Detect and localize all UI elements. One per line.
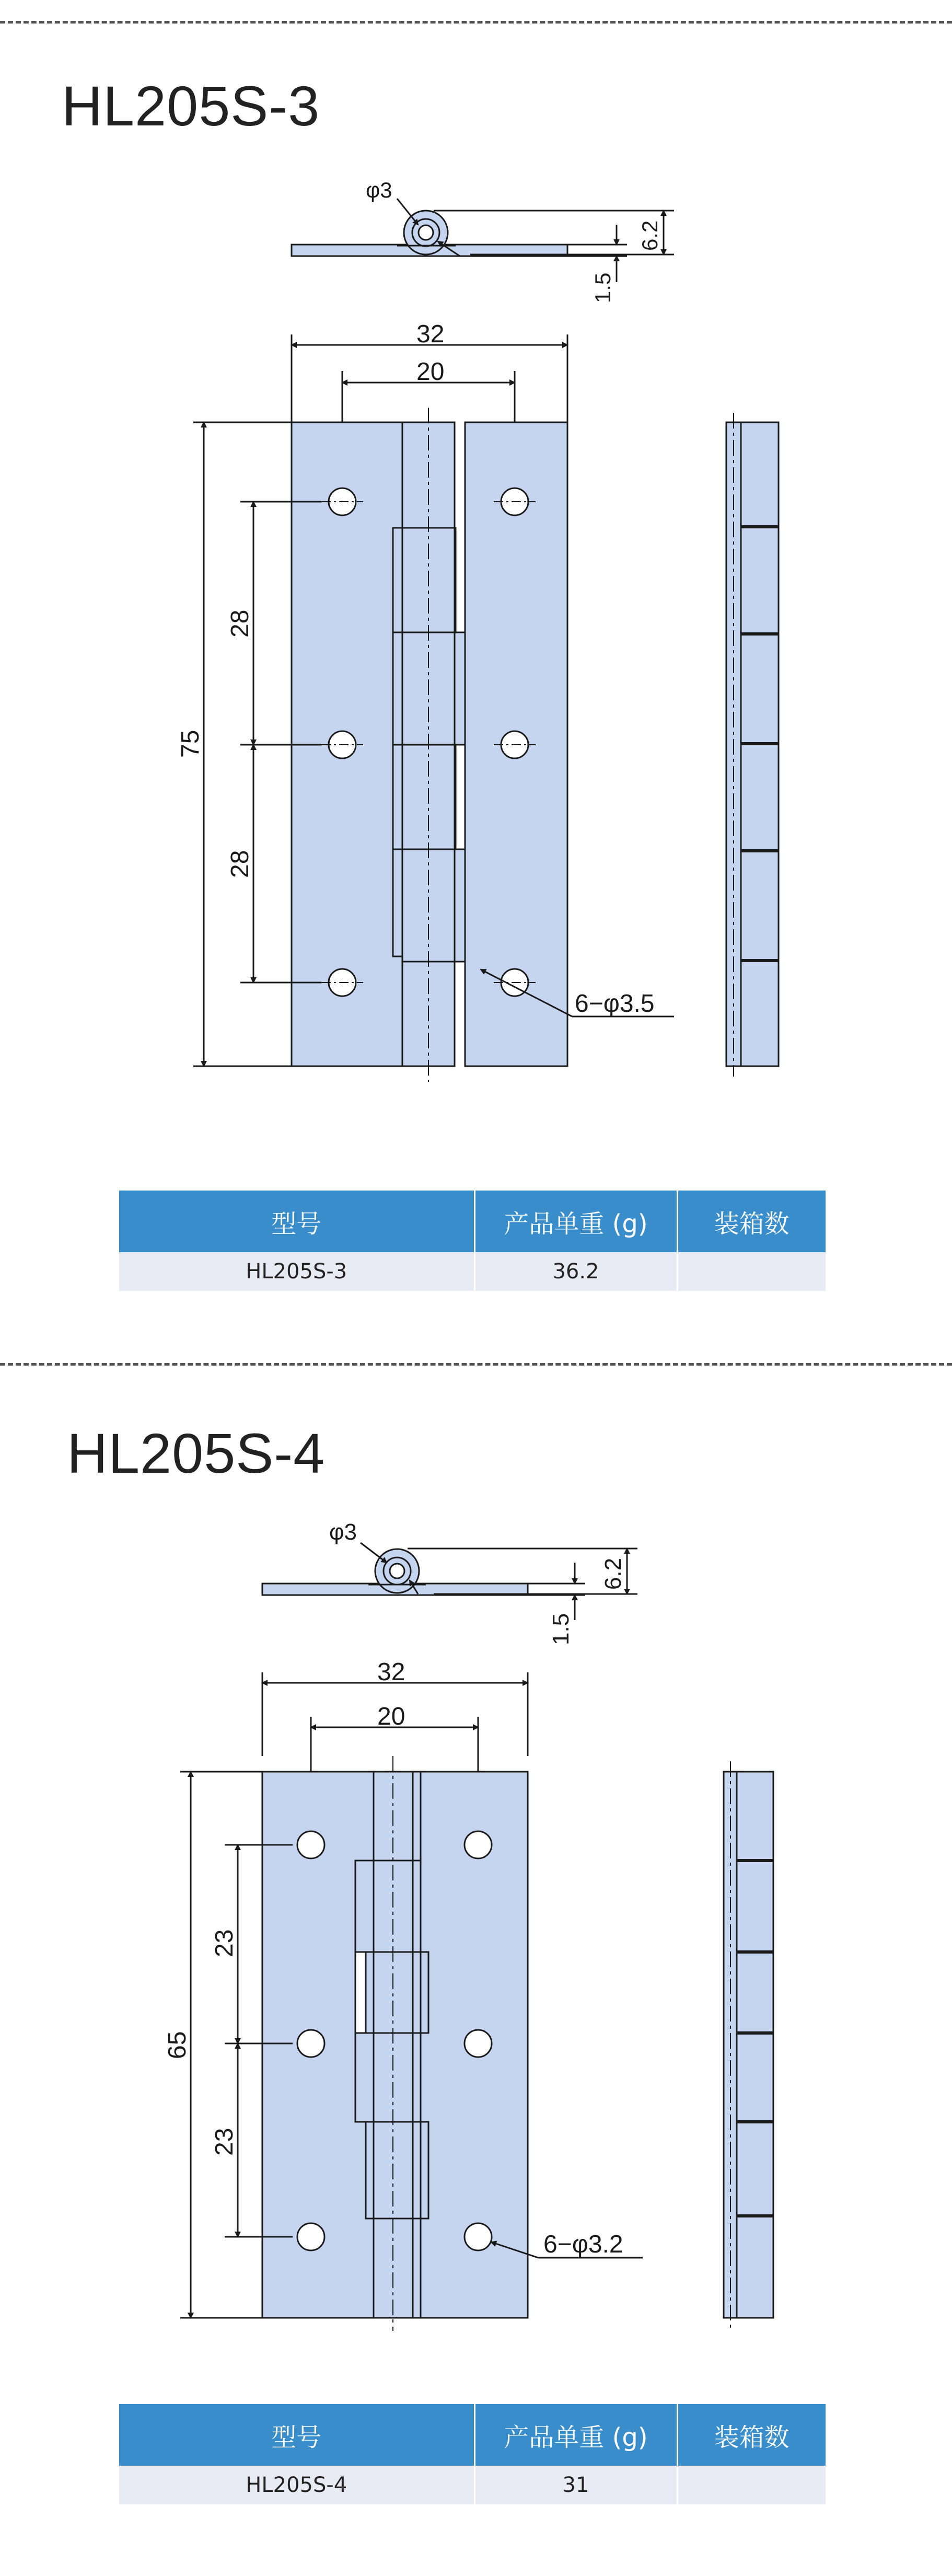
cell-weight: 36.2 bbox=[474, 1252, 677, 1291]
hinge-drawing-hl205s-3 bbox=[0, 0, 952, 1098]
dim-pitch-upper: 28 bbox=[226, 609, 254, 638]
dim-width-total: 32 bbox=[416, 320, 445, 348]
dim-height: 75 bbox=[177, 730, 204, 758]
dim-pitch-lower: 23 bbox=[211, 2128, 238, 2156]
header-box-qty: 装箱数 bbox=[677, 1191, 826, 1252]
dim-pitch-upper: 23 bbox=[211, 1929, 238, 1957]
dim-pin-dia: φ3 bbox=[366, 178, 392, 202]
dim-pin-dia: φ3 bbox=[329, 1519, 357, 1545]
header-model: 型号 bbox=[119, 2404, 474, 2466]
product-title: HL205S-4 bbox=[67, 1422, 326, 1485]
dim-holes: 6−φ3.5 bbox=[575, 990, 655, 1018]
dim-thickness-total: 6.2 bbox=[600, 1557, 626, 1590]
cell-box-qty bbox=[677, 1252, 826, 1291]
separator-middle bbox=[0, 1363, 952, 1366]
dim-width-total: 32 bbox=[377, 1658, 405, 1686]
dim-holes: 6−φ3.2 bbox=[543, 2231, 623, 2258]
cell-model: HL205S-3 bbox=[119, 1252, 474, 1291]
dim-thickness-total: 6.2 bbox=[637, 220, 662, 251]
dim-height: 65 bbox=[164, 2031, 191, 2059]
dim-hole-span: 20 bbox=[377, 1703, 405, 1730]
header-model: 型号 bbox=[119, 1191, 474, 1252]
dim-pitch-lower: 28 bbox=[226, 850, 254, 878]
header-box-qty: 装箱数 bbox=[677, 2404, 826, 2466]
cell-weight: 31 bbox=[474, 2466, 677, 2504]
product-title: HL205S-3 bbox=[62, 74, 320, 137]
spec-table-hl205s-3 bbox=[119, 1191, 826, 1291]
hinge-drawing-hl205s-4 bbox=[0, 1442, 952, 2383]
header-weight: 产品单重 (g) bbox=[474, 1191, 677, 1252]
cell-model: HL205S-4 bbox=[119, 2466, 474, 2504]
cell-box-qty bbox=[677, 2466, 826, 2504]
top-view bbox=[292, 211, 567, 256]
dim-hole-span: 20 bbox=[416, 358, 445, 386]
spec-table-hl205s-4 bbox=[119, 2404, 826, 2504]
header-weight: 产品单重 (g) bbox=[474, 2404, 677, 2466]
dim-leaf-thickness: 1.5 bbox=[548, 1613, 574, 1645]
dim-leaf-thickness: 1.5 bbox=[590, 272, 615, 303]
